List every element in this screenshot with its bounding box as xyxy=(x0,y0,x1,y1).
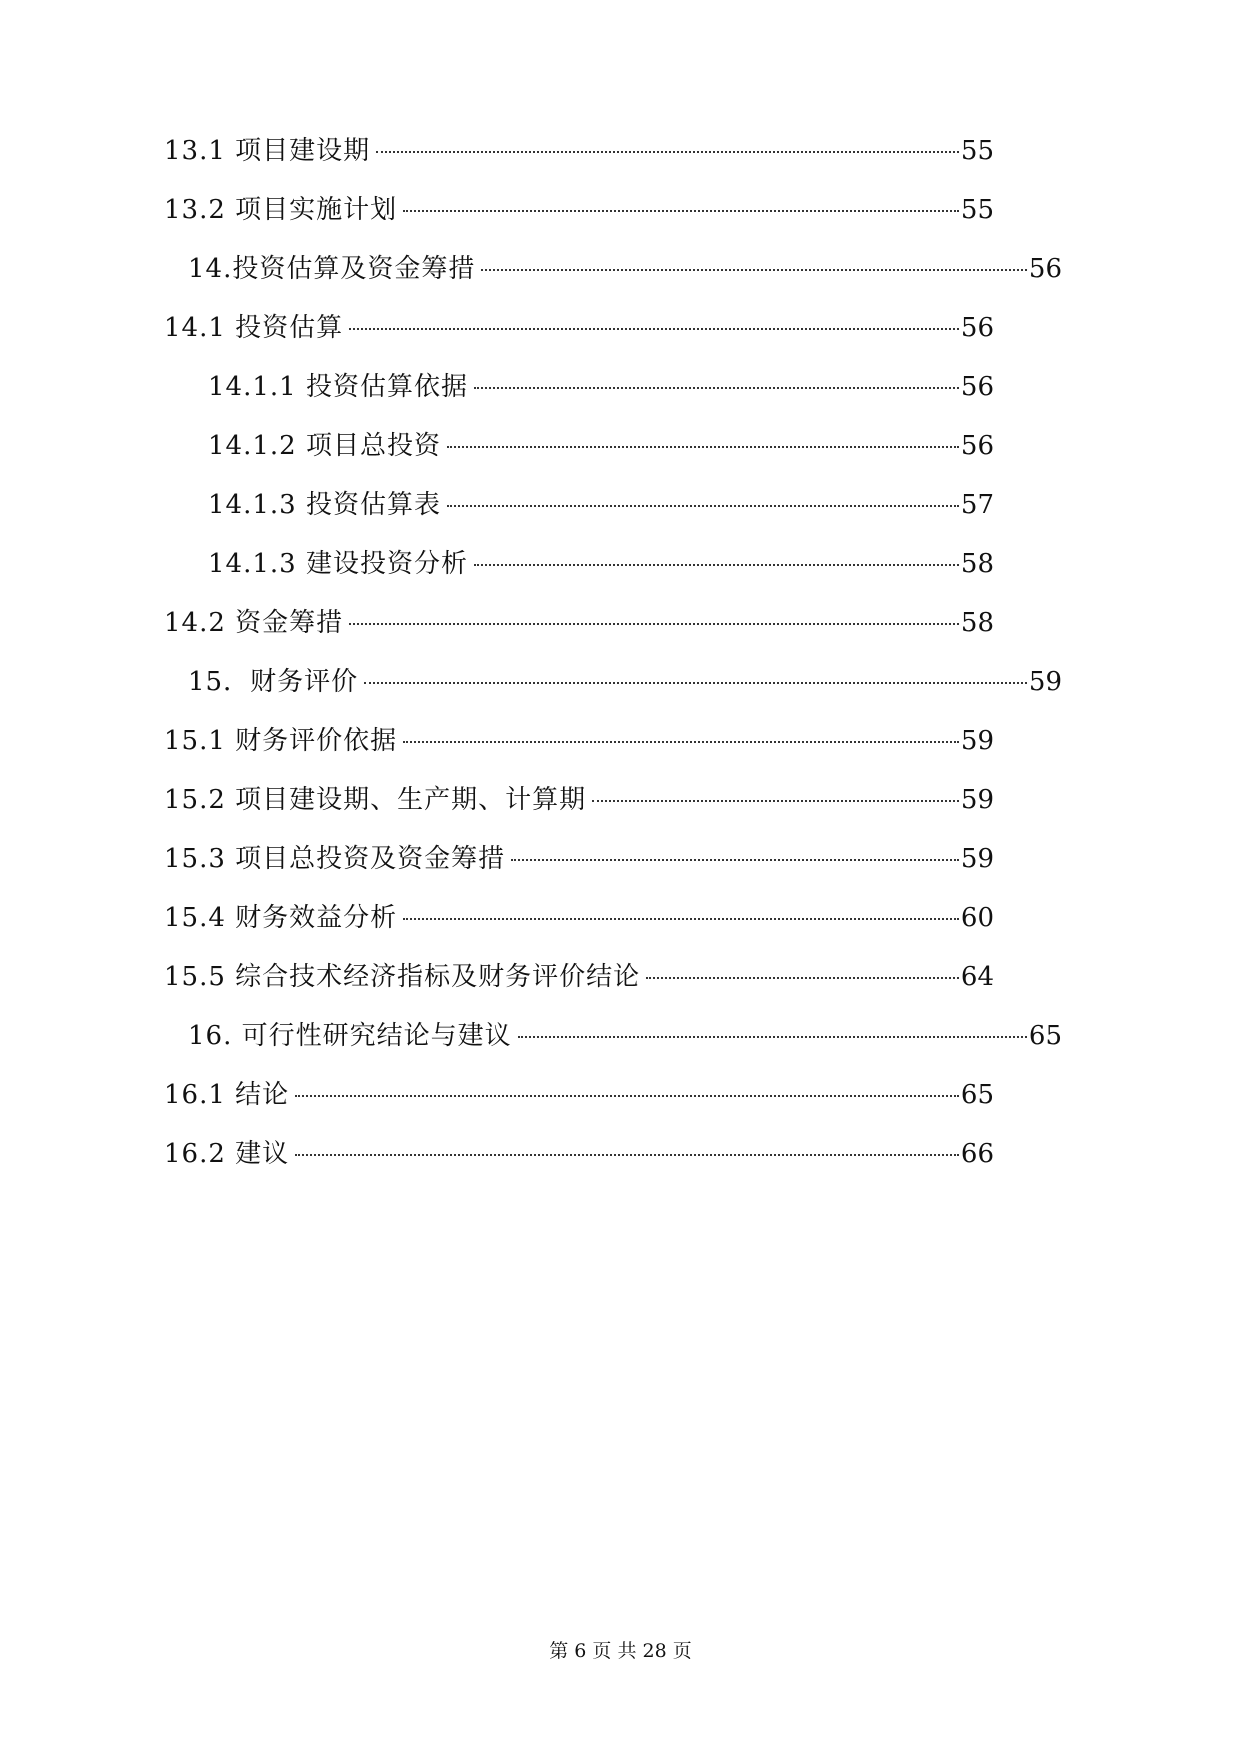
dot-leader xyxy=(474,387,959,389)
toc-entry[interactable] xyxy=(164,1075,994,1115)
dot-leader xyxy=(646,977,959,979)
toc-entry-title: 13.2 项目实施计划 xyxy=(164,195,398,225)
toc-entry-title: 16. 可行性研究结论与建议 xyxy=(188,1021,512,1051)
toc-entry-page-number: 60 xyxy=(960,903,994,933)
toc-entry-page-number: 58 xyxy=(960,549,994,579)
toc-entry-page-number: 57 xyxy=(960,490,994,520)
toc-entry[interactable] xyxy=(164,721,994,761)
toc-entry-title: 13.1 项目建设期 xyxy=(164,136,371,166)
toc-entry-page-number: 66 xyxy=(960,1139,994,1169)
toc-entry-page-number: 56 xyxy=(960,372,994,402)
toc-entry[interactable] xyxy=(188,249,1062,289)
toc-entry-title: 15.2 项目建设期、生产期、计算期 xyxy=(164,785,587,815)
toc-entry[interactable] xyxy=(164,603,994,643)
toc-entry-title: 14.投资估算及资金筹措 xyxy=(188,254,476,284)
dot-leader xyxy=(474,564,959,566)
toc-entry-page-number: 55 xyxy=(960,136,994,166)
dot-leader xyxy=(481,269,1027,271)
dot-leader xyxy=(349,328,959,330)
toc-entry-title: 15.5 综合技术经济指标及财务评价结论 xyxy=(164,962,641,992)
dot-leader xyxy=(295,1095,959,1097)
dot-leader xyxy=(403,741,959,743)
toc-entry-page-number: 56 xyxy=(960,431,994,461)
toc-entry-title: 14.1.2 项目总投资 xyxy=(208,431,441,461)
dot-leader xyxy=(403,210,959,212)
toc-entry[interactable] xyxy=(164,131,994,171)
toc-entry[interactable] xyxy=(208,544,994,584)
toc-entry-title: 14.1 投资估算 xyxy=(164,313,344,343)
toc-entry-title: 15.3 项目总投资及资金筹措 xyxy=(164,844,506,874)
toc-entry-page-number: 59 xyxy=(1028,667,1062,697)
dot-leader xyxy=(364,682,1027,684)
toc-entry[interactable] xyxy=(164,957,994,997)
toc-entry-title: 15.1 财务评价依据 xyxy=(164,726,398,756)
toc-entry-title: 14.1.3 投资估算表 xyxy=(208,490,441,520)
toc-entry[interactable] xyxy=(164,898,994,938)
toc-entry-page-number: 58 xyxy=(960,608,994,638)
dot-leader xyxy=(376,151,959,153)
toc-entry-page-number: 64 xyxy=(960,962,994,992)
toc-entry[interactable] xyxy=(164,190,994,230)
toc-entry-page-number: 65 xyxy=(1028,1021,1062,1051)
toc-entry-title: 14.1.3 建设投资分析 xyxy=(208,549,468,579)
toc-entry-page-number: 59 xyxy=(960,785,994,815)
dot-leader xyxy=(349,623,959,625)
toc-entry-title: 15.4 财务效益分析 xyxy=(164,903,398,933)
toc-entry-page-number: 65 xyxy=(960,1080,994,1110)
toc-entry[interactable] xyxy=(208,426,994,466)
toc-entry[interactable] xyxy=(164,839,994,879)
toc-entry-title: 16.2 建议 xyxy=(164,1139,290,1169)
toc-entry[interactable] xyxy=(208,485,994,525)
toc-entry-page-number: 55 xyxy=(960,195,994,225)
toc-entry[interactable] xyxy=(164,1134,994,1174)
toc-entry[interactable] xyxy=(188,662,1062,702)
dot-leader xyxy=(592,800,959,802)
toc-entry-page-number: 56 xyxy=(1028,254,1062,284)
dot-leader xyxy=(518,1036,1027,1038)
toc-entry-title: 15．财务评价 xyxy=(188,667,359,697)
toc-entry[interactable] xyxy=(164,780,994,820)
toc-entry-title: 16.1 结论 xyxy=(164,1080,290,1110)
dot-leader xyxy=(447,446,959,448)
dot-leader xyxy=(295,1154,959,1156)
toc-entry[interactable] xyxy=(208,367,994,407)
toc-entry-page-number: 59 xyxy=(960,844,994,874)
dot-leader xyxy=(447,505,959,507)
toc-entry[interactable] xyxy=(188,1016,1062,1056)
dot-leader xyxy=(403,918,959,920)
page-footer: 第 6 页 共 28 页 xyxy=(549,1640,692,1662)
dot-leader xyxy=(511,859,959,861)
toc-entry-page-number: 56 xyxy=(960,313,994,343)
toc-entry-page-number: 59 xyxy=(960,726,994,756)
toc-entry-title: 14.1.1 投资估算依据 xyxy=(208,372,468,402)
toc-entry-title: 14.2 资金筹措 xyxy=(164,608,344,638)
toc-entry[interactable] xyxy=(164,308,994,348)
